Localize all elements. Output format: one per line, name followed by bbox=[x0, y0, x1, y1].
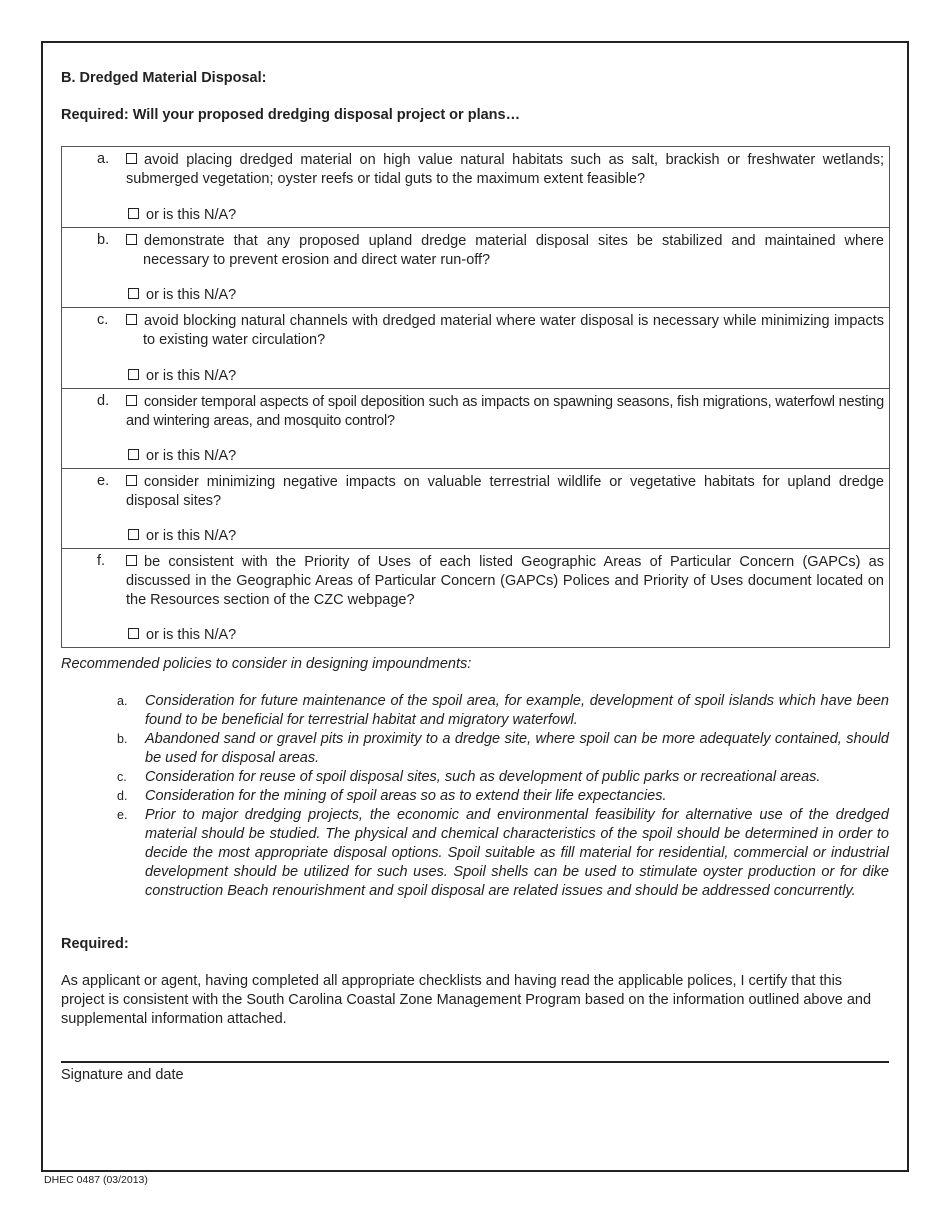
checkbox[interactable] bbox=[126, 395, 137, 406]
question-heading: Required: Will your proposed dredging disposal project or plans… bbox=[61, 107, 521, 123]
item-letter: e. bbox=[97, 473, 110, 489]
na-label: or is this N/A? bbox=[146, 528, 237, 544]
na-label: or is this N/A? bbox=[146, 448, 237, 464]
item-text: consider temporal aspects of spoil deposition such as impacts on spawning seasons, fish migrations, waterfowl nesting and wintering areas, and mosquito control? bbox=[126, 394, 884, 429]
checkbox[interactable] bbox=[126, 153, 137, 164]
checklist-row bbox=[62, 308, 889, 389]
item-text: avoid placing dredged material on high value natural habitats such as salt, brackish or freshwater wetlands; submerged vegetation; oyster reefs or tidal guts to the maximum extent feasible? bbox=[126, 152, 884, 187]
na-checkbox[interactable] bbox=[128, 628, 139, 639]
item-text: Prior to major dredging projects, the economic and environmental feasibility for alternative use of the dredged material should be studied. The physical and chemical characteristics of the spoil should be determined in order to decide the most appropriate disposal options. Spoil suitable as fill material for residential, commercial or industrial development should be utilized for such uses. Spoil shells can be used to stimulate oyster production or for dike construction Beach renourishment and spoil disposal are related issues and should be addressed concurrently. bbox=[145, 807, 889, 899]
item-letter: f. bbox=[97, 553, 106, 569]
checklist-row bbox=[62, 549, 889, 648]
item-letter: c. bbox=[117, 770, 127, 784]
na-checkbox[interactable] bbox=[128, 449, 139, 460]
item-letter: c. bbox=[97, 312, 109, 328]
signature-label: Signature and date bbox=[61, 1067, 184, 1083]
item-text: consider minimizing negative impacts on valuable terrestrial wildlife or vegetative habitats for upland dredge disposal sites? bbox=[126, 474, 884, 509]
checklist-row bbox=[62, 469, 889, 549]
item-text: Consideration for the mining of spoil areas so as to extend their life expectancies. bbox=[145, 788, 667, 804]
checkbox[interactable] bbox=[126, 475, 137, 486]
recommended-item bbox=[61, 730, 889, 768]
na-checkbox[interactable] bbox=[128, 208, 139, 219]
checklist-row bbox=[62, 147, 889, 228]
item-letter: b. bbox=[117, 732, 128, 746]
item-letter: b. bbox=[97, 232, 110, 248]
item-text: be consistent with the Priority of Uses of each listed Geographic Areas of Particular Concern (GAPCs) as discussed in the Geographic Areas of Particular Concern (GAPCs) Polices and Priority of Uses document located on the Resources section of the CZC webpage? bbox=[126, 554, 884, 608]
item-text: avoid blocking natural channels with dredged material where water disposal is necessary while minimizing impacts to existing water circulation? bbox=[143, 313, 884, 348]
recommended-item bbox=[61, 692, 889, 730]
recommended-item bbox=[61, 806, 889, 901]
na-label: or is this N/A? bbox=[146, 287, 237, 303]
na-label: or is this N/A? bbox=[146, 368, 237, 384]
na-label: or is this N/A? bbox=[146, 207, 237, 223]
recommended-title: Recommended policies to consider in designing impoundments: bbox=[61, 656, 472, 672]
item-letter: d. bbox=[97, 393, 110, 409]
form-number: DHEC 0487 (03/2013) bbox=[44, 1174, 148, 1186]
item-text: Consideration for reuse of spoil disposal sites, such as development of public parks or recreational areas. bbox=[145, 769, 821, 785]
item-text: Abandoned sand or gravel pits in proximity to a dredge site, where spoil can be more adequately contained, should be used for disposal areas. bbox=[145, 731, 889, 766]
checklist-row bbox=[62, 389, 889, 469]
checkbox[interactable] bbox=[126, 314, 137, 325]
checkbox[interactable] bbox=[126, 234, 137, 245]
na-checkbox[interactable] bbox=[128, 288, 139, 299]
item-letter: e. bbox=[117, 808, 128, 822]
na-label: or is this N/A? bbox=[146, 627, 237, 643]
item-letter: a. bbox=[117, 694, 128, 708]
item-letter: a. bbox=[97, 151, 110, 167]
checklist-table bbox=[61, 146, 890, 648]
certification-text: As applicant or agent, having completed all appropriate checklists and having read the applicable polices, I certify that this project is consistent with the South Carolina Coastal Zone Management Program based on the information outlined above and supplemental information attached. bbox=[61, 973, 872, 1027]
item-text: Consideration for future maintenance of the spoil area, for example, development of spoil islands which have been found to be beneficial for terrestrial habitat and migratory waterfowl. bbox=[145, 693, 889, 728]
checkbox[interactable] bbox=[126, 555, 137, 566]
item-letter: d. bbox=[117, 789, 128, 803]
na-checkbox[interactable] bbox=[128, 369, 139, 380]
recommended-item bbox=[61, 787, 889, 806]
section-title: B. Dredged Material Disposal: bbox=[61, 70, 267, 86]
required-label: Required: bbox=[61, 936, 129, 952]
checklist-row bbox=[62, 228, 889, 308]
recommended-list bbox=[61, 692, 889, 901]
na-checkbox[interactable] bbox=[128, 529, 139, 540]
signature-line[interactable] bbox=[61, 1061, 889, 1063]
item-text: demonstrate that any proposed upland dredge material disposal sites be stabilized and maintained where necessary to prevent erosion and direct water run-off? bbox=[143, 233, 884, 268]
recommended-item bbox=[61, 768, 889, 787]
